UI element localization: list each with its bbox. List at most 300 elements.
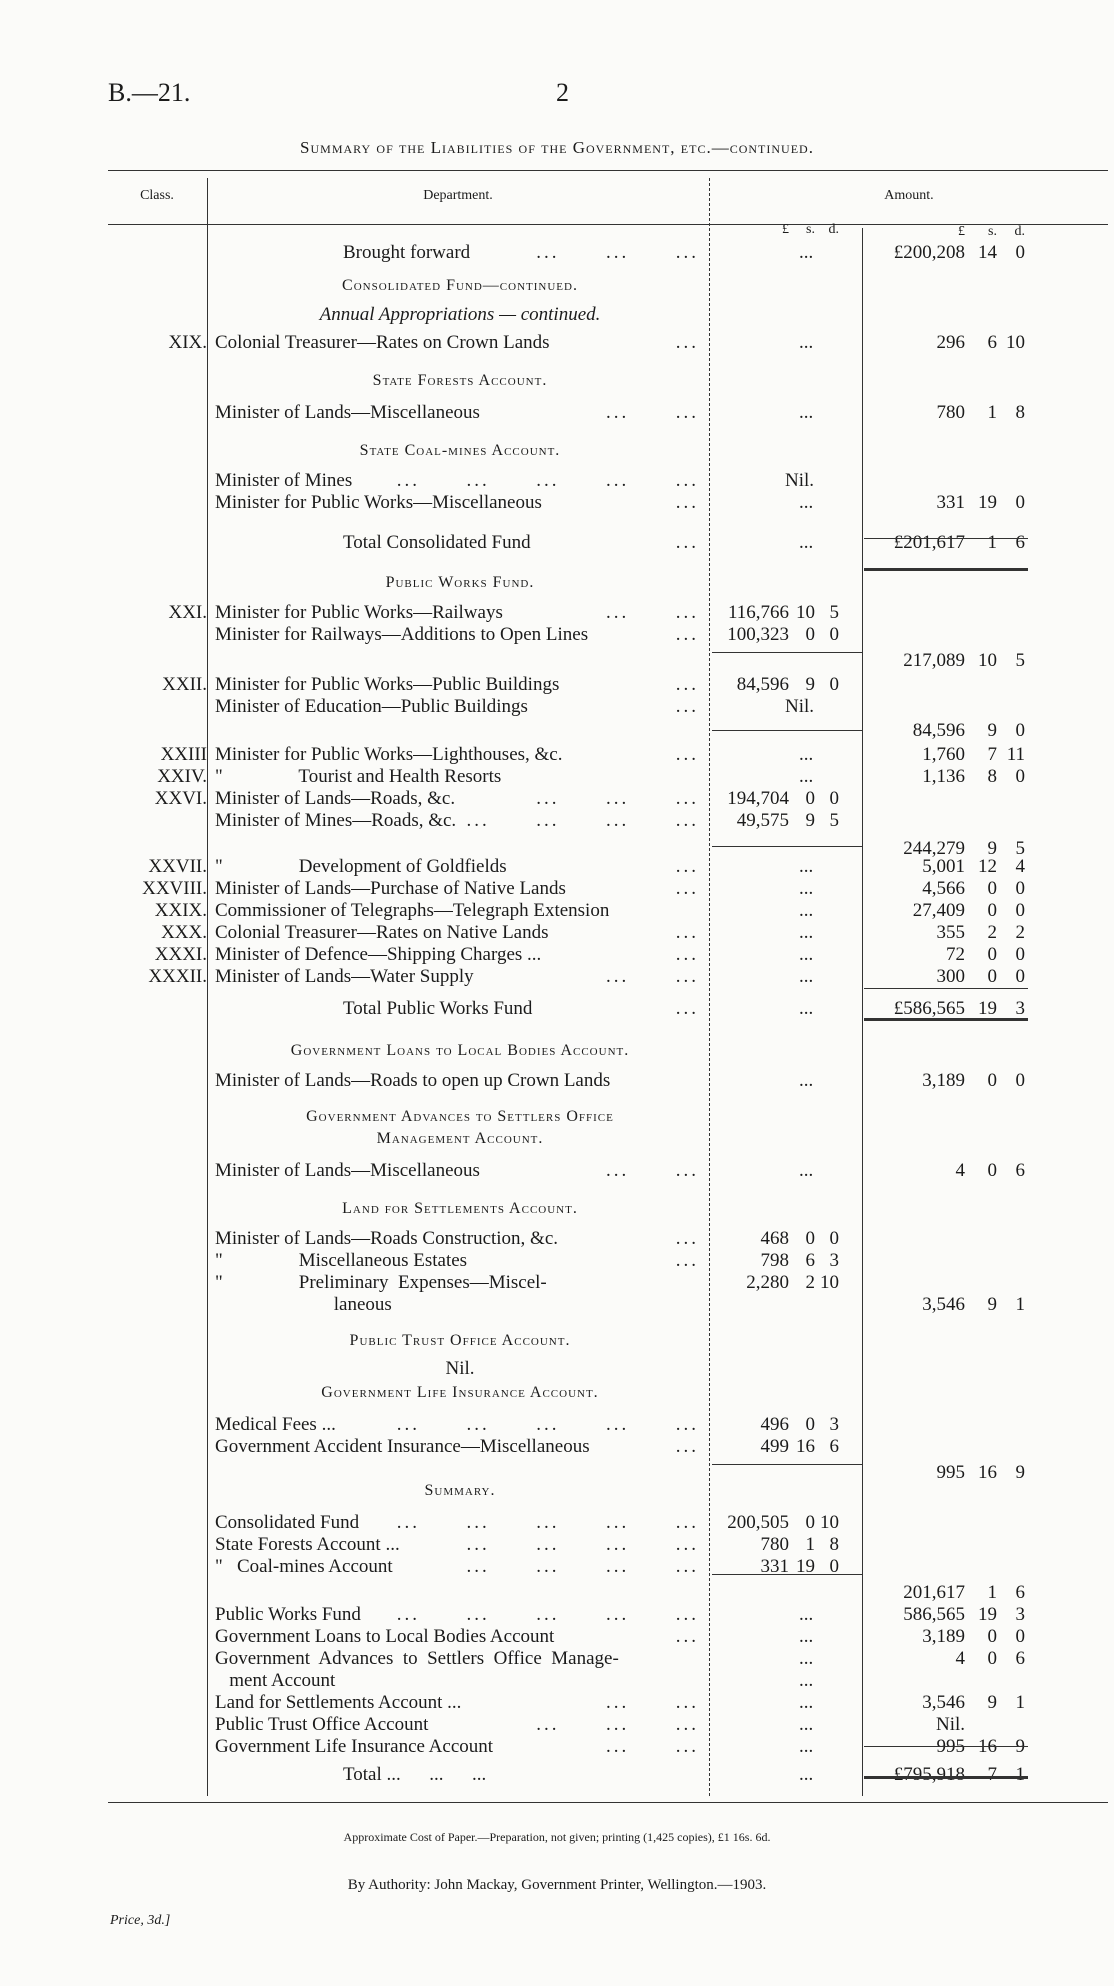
table-row — [213, 650, 1110, 672]
detail-pence: 0 — [829, 624, 839, 645]
grand-total-rule-bottom — [864, 1776, 1028, 1779]
total-pounds: 5,001 — [922, 856, 965, 877]
leader-dots: ... — [675, 856, 699, 877]
total-pounds: 331 — [936, 492, 965, 513]
total-pounds: £586,565 — [893, 998, 965, 1019]
total-pence: 3 — [1015, 1604, 1025, 1625]
detail-shillings: 2 — [805, 1272, 815, 1293]
detail-amount-text: ... — [799, 1692, 814, 1713]
document-title: Summary of the Liabilities of the Government, etc.—continued. — [300, 138, 814, 157]
class-number: XXVII. — [148, 856, 207, 877]
table-row — [213, 696, 1110, 718]
total-shillings: 0 — [987, 878, 997, 899]
detail-amount-text: ... — [799, 402, 814, 423]
total-pounds: 3,189 — [922, 1626, 965, 1647]
total-shillings: 0 — [987, 1648, 997, 1669]
subtotal-rule-4 — [712, 1464, 862, 1465]
detail-pence: 0 — [829, 1556, 839, 1577]
total-shillings: 9 — [987, 1294, 997, 1315]
leader-dots: ... — [675, 744, 699, 765]
total-pence: 4 — [1015, 856, 1025, 877]
total-pounds: 296 — [936, 332, 965, 353]
department-label: Minister of Mines—Roads, &c. — [215, 810, 457, 831]
department-label: Public Trust Office Account — [215, 1714, 429, 1735]
subtotal-rule-5 — [712, 1574, 862, 1575]
subtotal-rule-1 — [712, 652, 862, 653]
leader-dots: ... — [675, 674, 699, 695]
detail-shillings: 16 — [796, 1436, 815, 1457]
department-label: Minister for Public Works—Lighthouses, &c. — [215, 744, 563, 765]
table-row — [142, 878, 1110, 900]
detail-amount-text: ... — [799, 900, 814, 921]
total-shillings: 1 — [987, 532, 997, 553]
detail-amount-text: ... — [799, 1714, 814, 1735]
total-shillings: 7 — [987, 1764, 997, 1785]
department-label: Colonial Treasurer—Rates on Native Lands — [215, 922, 549, 943]
table-row — [154, 900, 1110, 922]
total-shillings: 19 — [978, 1604, 997, 1625]
total-pence: 2 — [1015, 922, 1025, 943]
detail-pounds: 798 — [760, 1250, 789, 1271]
department-label: Nil. — [445, 1358, 475, 1379]
total-pence: 6 — [1015, 1582, 1025, 1603]
department-label: Government Loans to Local Bodies Account — [215, 1626, 555, 1647]
total-pence: 3 — [1015, 998, 1025, 1019]
total-pence: 9 — [1015, 1736, 1025, 1757]
total-shillings: 19 — [978, 998, 997, 1019]
class-number: XXIX. — [154, 900, 207, 921]
table-row — [213, 470, 1110, 492]
department-label: Public Trust Office Account. — [349, 1332, 571, 1349]
total-shillings: 19 — [978, 492, 997, 513]
total-shillings: 9 — [987, 838, 997, 859]
total-pence: 1 — [1015, 1764, 1025, 1785]
department-label: Consolidated Fund — [215, 1512, 360, 1533]
leader-dots: ... — [675, 492, 699, 513]
total-shillings: 1 — [987, 402, 997, 423]
leader-dots: ... — [675, 624, 699, 645]
table-row — [213, 304, 1110, 326]
leader-dots: ... ... — [606, 1692, 699, 1713]
table-top-rule — [108, 170, 1108, 171]
table-row — [213, 1626, 1110, 1648]
department-label: Total Consolidated Fund — [343, 532, 531, 553]
table-row — [213, 720, 1110, 742]
detail-shillings: 9 — [805, 674, 815, 695]
total-shillings: 0 — [987, 966, 997, 987]
total-pence: 6 — [1015, 1648, 1025, 1669]
detail-pounds: 100,323 — [727, 624, 789, 645]
grand-total-rule-top — [864, 1746, 1028, 1747]
table-row — [213, 1604, 1110, 1626]
page-number: 2 — [556, 78, 569, 107]
table-row — [168, 602, 1110, 624]
department-label: Colonial Treasurer—Rates on Crown Lands — [215, 332, 550, 353]
detail-amount-text: Nil. — [785, 470, 815, 491]
table-row — [160, 744, 1110, 766]
department-label: Total ... ... ... — [343, 1764, 487, 1785]
total-consolidated-rule-bottom — [864, 568, 1028, 571]
department-label: Government Life Insurance Account. — [321, 1384, 599, 1401]
total-shillings: 2 — [987, 922, 997, 943]
total-pounds: £201,617 — [893, 532, 965, 553]
table-row — [213, 1670, 1110, 1692]
department-label: laneous — [215, 1294, 392, 1315]
detail-amount-text: ... — [799, 966, 814, 987]
total-pounds: £795,918 — [893, 1764, 965, 1785]
table-row — [162, 674, 1110, 696]
total-shillings: 0 — [987, 1070, 997, 1091]
department-label: Annual Appropriations — continued. — [319, 304, 601, 325]
leader-dots: ... — [675, 998, 699, 1019]
detail-amount-text: Nil. — [785, 696, 815, 717]
department-label: " Preliminary Expenses—Miscel- — [215, 1272, 547, 1293]
detail-pence: 8 — [829, 1534, 839, 1555]
total-pounds: 84,596 — [912, 720, 965, 741]
detail-amount-text: ... — [799, 332, 814, 353]
total-shillings: 10 — [978, 650, 997, 671]
detail-pence: 10 — [820, 1512, 839, 1533]
detail-shillings: 19 — [796, 1556, 815, 1577]
total-pounds: Nil. — [935, 1714, 965, 1735]
department-label: Minister of Lands—Roads Construction, &c. — [215, 1228, 559, 1249]
table-row — [213, 1294, 1110, 1316]
table-row — [213, 372, 1110, 394]
department-label: Minister of Mines — [215, 470, 353, 491]
detail-pounds: 468 — [760, 1228, 789, 1249]
detail-amount-text: ... — [799, 1160, 814, 1181]
total-header-pounds: £ — [958, 224, 965, 239]
leader-dots: ... — [675, 1228, 699, 1249]
total-pounds: 4 — [955, 1160, 965, 1181]
class-number: XXVIII. — [142, 878, 207, 899]
department-label: Brought forward — [343, 242, 471, 263]
class-number: XXII. — [162, 674, 207, 695]
table-row — [213, 1714, 1110, 1736]
total-pounds: 201,617 — [903, 1582, 965, 1603]
leader-dots: ... — [675, 1626, 699, 1647]
detail-shillings: 0 — [805, 1512, 815, 1533]
total-shillings: 9 — [987, 1692, 997, 1713]
department-label: Minister of Lands—Water Supply — [215, 966, 474, 987]
department-label: Land for Settlements Account. — [342, 1200, 578, 1217]
leader-dots: ... ... — [606, 602, 699, 623]
leader-dots: ... — [675, 878, 699, 899]
leader-dots: ... — [675, 922, 699, 943]
table-row — [148, 856, 1110, 878]
table-row — [213, 1436, 1110, 1458]
detail-header-shillings: s. — [806, 222, 815, 237]
table-row — [213, 1482, 1110, 1504]
department-label: State Forests Account. — [372, 372, 548, 389]
total-pence: 6 — [1015, 532, 1025, 553]
table-row — [213, 1534, 1110, 1556]
subtotal-rule-3 — [712, 846, 862, 847]
detail-pence: 6 — [829, 1436, 839, 1457]
detail-pence: 5 — [829, 810, 839, 831]
table-row — [213, 1272, 1110, 1294]
table-row — [213, 1108, 1110, 1130]
detail-pence: 3 — [829, 1250, 839, 1271]
department-label: Medical Fees ... — [215, 1414, 336, 1435]
department-label: Public Works Fund — [215, 1604, 361, 1625]
total-pounds: 780 — [936, 402, 965, 423]
total-shillings: 1 — [987, 1582, 997, 1603]
table-row — [213, 1332, 1110, 1354]
detail-pounds: 499 — [760, 1436, 789, 1457]
detail-amount-text: ... — [799, 1604, 814, 1625]
column-header-amount: Amount. — [884, 188, 934, 203]
table-row — [213, 1512, 1110, 1534]
department-label: State Forests Account ... — [215, 1534, 400, 1555]
department-label: Government Life Insurance Account — [215, 1736, 494, 1757]
column-divider-class — [207, 178, 208, 1796]
detail-pence: 0 — [829, 788, 839, 809]
detail-shillings: 0 — [805, 624, 815, 645]
total-shillings: 8 — [987, 766, 997, 787]
department-label: Summary. — [424, 1482, 496, 1499]
department-label: Minister of Education—Public Buildings — [215, 696, 528, 717]
leader-dots: ... ... ... — [536, 242, 699, 263]
table-row — [213, 402, 1110, 424]
total-consolidated-rule-top — [864, 538, 1028, 539]
table-row — [213, 1228, 1110, 1250]
detail-amount-text: ... — [799, 856, 814, 877]
total-pence: 0 — [1015, 242, 1025, 263]
detail-pounds: 116,766 — [727, 602, 789, 623]
detail-amount-text: ... — [799, 922, 814, 943]
detail-shillings: 6 — [805, 1250, 815, 1271]
total-shillings: 6 — [987, 332, 997, 353]
total-pence: 9 — [1015, 1462, 1025, 1483]
leader-dots: ... — [675, 944, 699, 965]
leader-dots: ... — [675, 1436, 699, 1457]
detail-pounds: 194,704 — [727, 788, 789, 809]
department-label: Minister of Lands—Roads, &c. — [215, 788, 456, 809]
total-shillings: 0 — [987, 1626, 997, 1647]
leader-dots: ... ... ... ... — [466, 1556, 699, 1577]
table-row — [213, 1070, 1110, 1092]
total-pw-rule-bottom — [864, 1018, 1028, 1021]
column-header-department: Department. — [423, 188, 493, 203]
table-row — [213, 1582, 1110, 1604]
detail-amount-text: ... — [799, 1764, 814, 1785]
table-row — [213, 810, 1110, 832]
leader-dots: ... ... ... ... ... — [396, 1604, 699, 1625]
total-shillings: 0 — [987, 900, 997, 921]
department-label: Management Account. — [376, 1130, 544, 1147]
table-row — [213, 1160, 1110, 1182]
total-pounds: 244,279 — [903, 838, 965, 859]
detail-amount-text: ... — [799, 492, 814, 513]
department-label: Government Advances to Settlers Office Manage- — [215, 1648, 619, 1669]
department-label: Commissioner of Telegraphs—Telegraph Extension — [215, 900, 610, 921]
detail-shillings: 1 — [805, 1534, 815, 1555]
class-number: XXXI. — [154, 944, 207, 965]
table-row — [213, 1042, 1110, 1064]
table-row — [148, 966, 1110, 988]
detail-amount-text: ... — [799, 1736, 814, 1757]
total-pence: 0 — [1015, 900, 1025, 921]
leader-dots: ... — [675, 332, 699, 353]
total-pounds: 3,546 — [922, 1294, 965, 1315]
leader-dots: ... ... ... — [536, 1714, 699, 1735]
total-pounds: 355 — [936, 922, 965, 943]
department-label: Consolidated Fund—continued. — [342, 277, 578, 294]
department-label: Minister for Public Works—Railways — [215, 602, 503, 623]
department-label: Total Public Works Fund — [343, 998, 533, 1019]
detail-shillings: 9 — [805, 810, 815, 831]
total-pence: 10 — [1006, 332, 1025, 353]
total-header-pence: d. — [1014, 224, 1025, 239]
detail-amount-text: ... — [799, 1626, 814, 1647]
detail-pounds: 496 — [760, 1414, 789, 1435]
leader-dots: ... — [675, 532, 699, 553]
department-label: " Coal-mines Account — [215, 1556, 393, 1577]
department-label: Public Works Fund. — [385, 574, 535, 591]
detail-shillings: 0 — [805, 788, 815, 809]
detail-amount-text: ... — [799, 744, 814, 765]
table-row — [157, 766, 1110, 788]
table-row — [213, 1462, 1110, 1484]
department-label: " Development of Goldfields — [215, 856, 507, 877]
leader-dots: ... ... ... ... — [466, 810, 699, 831]
total-shillings: 16 — [978, 1736, 997, 1757]
total-pence: 11 — [1006, 744, 1025, 765]
table-row — [213, 1556, 1110, 1578]
department-label: Government Accident Insurance—Miscellaneous — [215, 1436, 590, 1457]
detail-amount-text: ... — [799, 1670, 814, 1691]
department-label: State Coal-mines Account. — [359, 442, 561, 459]
total-shillings — [965, 1714, 997, 1736]
table-row — [154, 944, 1110, 966]
total-pence: 0 — [1015, 766, 1025, 787]
total-shillings: 16 — [978, 1462, 997, 1483]
leader-dots: ... ... — [606, 1736, 699, 1757]
total-pence: 0 — [1015, 944, 1025, 965]
total-pence: 6 — [1015, 1160, 1025, 1181]
detail-pence: 5 — [829, 602, 839, 623]
table-row — [213, 532, 1110, 554]
table-row — [213, 1648, 1110, 1670]
total-pence: 0 — [1015, 966, 1025, 987]
column-header-class: Class. — [140, 188, 174, 203]
table-row — [213, 624, 1110, 646]
detail-pounds: 331 — [760, 1556, 789, 1577]
total-pounds: 217,089 — [903, 650, 965, 671]
table-row — [213, 1358, 1110, 1380]
total-pence: 0 — [1015, 492, 1025, 513]
detail-pounds: 200,505 — [727, 1512, 789, 1533]
table-row — [213, 1692, 1110, 1714]
leader-dots: ... — [675, 1250, 699, 1271]
leader-dots: ... ... ... — [536, 788, 699, 809]
detail-header-pence: d. — [828, 222, 839, 237]
class-number: XXIV. — [157, 766, 207, 787]
total-pounds: 995 — [936, 1736, 965, 1757]
detail-shillings: 10 — [796, 602, 815, 623]
printer-authority: By Authority: John Mackay, Government Printer, Wellington.—1903. — [347, 1877, 767, 1893]
detail-pence: 3 — [829, 1414, 839, 1435]
department-label: Minister of Lands—Roads to open up Crown Lands — [215, 1070, 611, 1091]
detail-amount-text: ... — [799, 1070, 814, 1091]
table-row — [154, 788, 1110, 810]
detail-amount-text: ... — [799, 944, 814, 965]
table-row — [168, 332, 1110, 354]
page-header-code: B.—21. — [108, 78, 191, 107]
total-pence: 5 — [1015, 650, 1025, 671]
total-pence: 0 — [1015, 1626, 1025, 1647]
detail-header-pounds: £ — [782, 222, 789, 237]
detail-amount-text: ... — [799, 532, 814, 553]
department-label: Minister of Lands—Purchase of Native Lands — [215, 878, 566, 899]
total-pounds: 72 — [946, 944, 965, 965]
leader-dots: ... ... — [606, 966, 699, 987]
detail-amount-text: ... — [799, 242, 814, 263]
total-header-shillings: s. — [988, 224, 997, 239]
detail-pounds: 780 — [760, 1534, 789, 1555]
total-pounds: 995 — [936, 1462, 965, 1483]
detail-amount-text: ... — [799, 998, 814, 1019]
total-pounds: 4 — [955, 1648, 965, 1669]
total-pounds: 3,189 — [922, 1070, 965, 1091]
detail-amount-text: ... — [799, 766, 814, 787]
subtotal-rule-2 — [712, 730, 862, 731]
department-label: ment Account — [215, 1670, 336, 1691]
department-label: Minister for Public Works—Miscellaneous — [215, 492, 542, 513]
department-label: Land for Settlements Account ... — [215, 1692, 462, 1713]
class-number: XXVI. — [154, 788, 207, 809]
table-row — [161, 922, 1110, 944]
table-row — [213, 998, 1110, 1020]
detail-pence: 0 — [829, 1228, 839, 1249]
class-number: XXIII — [160, 744, 207, 765]
leader-dots: ... ... ... ... ... — [396, 1414, 699, 1435]
leader-dots: ... ... ... ... ... — [396, 470, 699, 491]
leader-dots: ... ... — [606, 1160, 699, 1181]
detail-pence: 0 — [829, 674, 839, 695]
table-row — [213, 277, 1110, 299]
total-pence: 8 — [1015, 402, 1025, 423]
total-pence: 5 — [1015, 838, 1025, 859]
detail-shillings: 0 — [805, 1414, 815, 1435]
total-pounds: 27,409 — [912, 900, 965, 921]
department-label: " Tourist and Health Resorts — [215, 766, 502, 787]
class-number: XXI. — [168, 602, 207, 623]
class-number: XXX. — [161, 922, 207, 943]
leader-dots: ... ... ... ... — [466, 1534, 699, 1555]
total-shillings: 0 — [987, 1160, 997, 1181]
detail-pounds: 2,280 — [746, 1272, 789, 1293]
total-pence: 0 — [1015, 720, 1025, 741]
table-row — [213, 222, 1110, 264]
table-row — [213, 1130, 1110, 1152]
total-shillings: 7 — [987, 744, 997, 765]
department-label: " Miscellaneous Estates — [215, 1250, 468, 1271]
table-bottom-rule — [108, 1802, 1108, 1803]
total-shillings: 9 — [987, 720, 997, 741]
table-row — [213, 1414, 1110, 1436]
detail-shillings: 0 — [805, 1228, 815, 1249]
detail-pence: 10 — [820, 1272, 839, 1293]
table-row — [213, 1736, 1110, 1758]
detail-amount-text: ... — [799, 878, 814, 899]
total-pounds: 586,565 — [903, 1604, 965, 1625]
department-label: Government Loans to Local Bodies Account. — [290, 1042, 630, 1059]
leader-dots: ... ... — [606, 402, 699, 423]
total-pounds: 4,566 — [922, 878, 965, 899]
table-row — [213, 442, 1110, 464]
